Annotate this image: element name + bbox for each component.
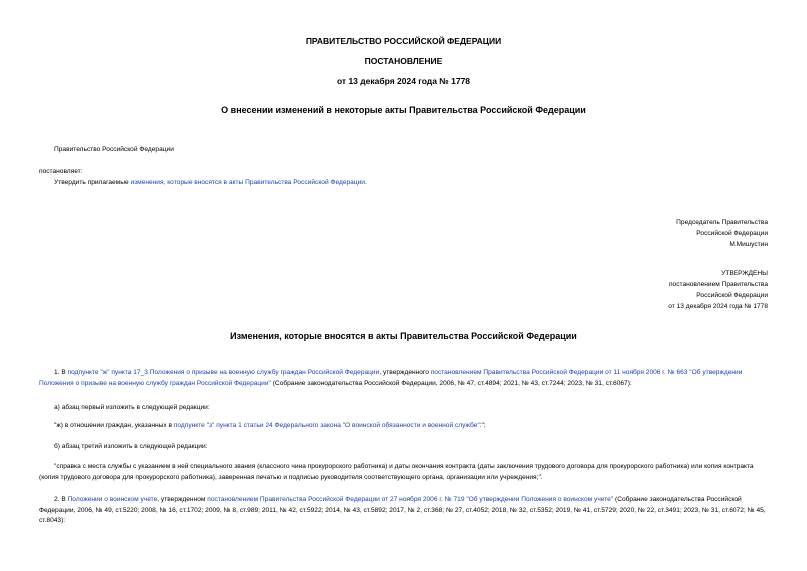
item-2-link-regulation[interactable]: Положении о воинском учете — [67, 496, 158, 503]
signature-name: М.Мишустин — [729, 241, 768, 248]
preamble-government: Правительство Российской Федерации — [54, 146, 174, 153]
item-1 — [39, 368, 774, 389]
item-2 — [39, 495, 774, 527]
quote-1 — [54, 421, 789, 432]
quote-2: "справка с места службы с указанием в ней специального звания (классного чина прокурорского работника) и даты окончания контракта (даты заключения трудового договора для прокурорского работника) или копия контракта (копия трудового договора для прокурорского работника), заверенная печатью и подписью руководителя соответствующего органа, организации или учреждения;". — [39, 463, 754, 481]
item-1-link-regulation[interactable]: подпункте "ж" пункта 17_3 Положения о призыве на военную службу граждан Российской Федерации — [67, 369, 380, 376]
approve-suffix: . — [364, 179, 367, 186]
signature-position: Председатель Правительства — [676, 219, 768, 226]
signature-org: Российской Федерации — [696, 230, 768, 237]
item-1-link-resolution[interactable]: постановлением Правительства Российской Федерации от 11 ноября 2006 г. № 663 "Об утверждении Положения о призыве на военную службу граждан Российской Федерации" — [39, 369, 743, 387]
item-1b: б) абзац третий изложить в следующей редакции: — [54, 443, 208, 450]
item-1a: а) абзац первый изложить в следующей редакции: — [54, 404, 210, 411]
document-title: О внесении изменений в некоторые акты Правительства Российской Федерации — [221, 105, 586, 115]
quote-1-suffix: :"; — [479, 422, 486, 429]
item-2-link-resolution[interactable]: постановлением Правительства Российской Федерации от 27 ноября 2006 г. № 719 "Об утверждении Положения о воинском учете" — [207, 496, 614, 503]
changes-link[interactable]: изменения, которые вносятся в акты Правительства Российской Федерации — [130, 179, 365, 186]
approved-by: постановлением Правительства — [668, 281, 768, 288]
preamble-approve — [54, 177, 367, 188]
approve-prefix: Утвердить прилагаемые — [54, 179, 131, 186]
approved-label: УТВЕРЖДЕНЫ — [721, 270, 768, 277]
approved-date: от 13 декабря 2024 года № 1778 — [668, 303, 768, 310]
item-1-prefix: 1. В — [54, 369, 68, 376]
item-2-prefix: 2. В — [54, 496, 68, 503]
approved-block — [668, 268, 768, 312]
document-type: ПОСТАНОВЛЕНИЕ — [364, 56, 443, 66]
signature-block — [676, 217, 768, 250]
item-1-middle: , утвержденного — [379, 369, 431, 376]
item-2-suffix: (Собрание законодательства Российской Федерации, 2006, № 49, ст.5220; 2008, № 16, ст.1702; 2009, № 8, ст.989; 2011, № 42, ст.5922; 2014, № 43, ст.5892; 2017, № 2, ст.368; № 27, ст.4052; 2018, № 32, ст.5352; 2019, № 41, ст.5729; 2020, № 22, ст.3491; 2023, № 31, ст.6072; № 45, ст.8043): — [39, 496, 766, 524]
changes-title: Изменения, которые вносятся в акты Правительства Российской Федерации — [230, 331, 577, 341]
item-1-suffix: (Собрание законодательства Российской Федерации, 2006, № 47, ст.4894; 2021, № 43, ст.7244; 2023, № 31, ст.6067): — [270, 379, 632, 387]
preamble-resolves: постановляет: — [39, 168, 83, 175]
document-date-number: от 13 декабря 2024 года № 1778 — [336, 76, 471, 86]
approved-org: Российской Федерации — [696, 292, 768, 299]
quote-1-law-link[interactable]: подпункте "з" пункта 1 статьи 24 Федерального закона "О воинской обязанности и военной службе" — [173, 422, 480, 429]
government-heading: ПРАВИТЕЛЬСТВО РОССИЙСКОЙ ФЕДЕРАЦИИ — [305, 36, 502, 46]
item-2-middle: , утвержденном — [157, 496, 208, 503]
quote-1-prefix: "ж) в отношении граждан, указанных в — [54, 422, 174, 429]
